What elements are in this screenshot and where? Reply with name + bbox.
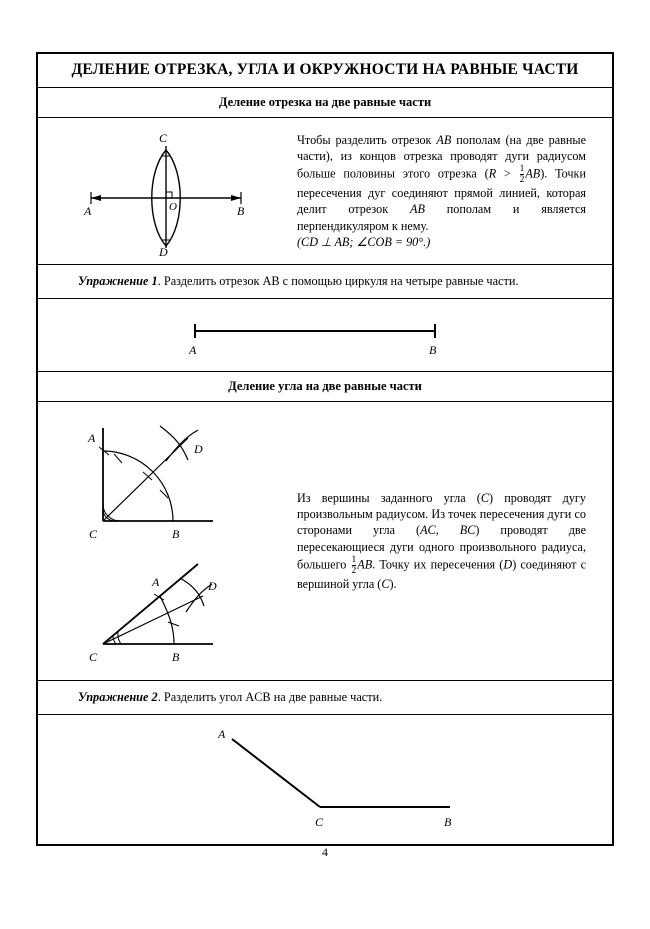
label-o: O: [168, 201, 177, 213]
text-part: пополам (на две равные части), из концов отрезка проводят дуги радиусом больше половины этого отрезка (: [297, 133, 586, 182]
text-part: BC: [459, 523, 476, 538]
segment-ab-drawing: [175, 313, 475, 361]
label-a: A: [88, 431, 96, 445]
text-part: C: [381, 576, 390, 591]
formula-line: (CD ⊥ AB; ∠COB = 90°.): [297, 234, 431, 249]
section-heading-segment: Деление отрезка на две равные части: [38, 88, 612, 118]
figure-exercise-2: [38, 715, 612, 844]
label-a: A: [152, 575, 160, 589]
page-number: 4: [322, 845, 328, 859]
figure-exercise-1: [38, 299, 612, 372]
label-b: B: [172, 650, 180, 664]
text-part: AB: [525, 167, 541, 182]
label-b: B: [429, 343, 437, 357]
section-heading-angle: Деление угла на две равные части: [38, 372, 612, 402]
text-part: C: [480, 491, 489, 506]
text-part: >: [496, 167, 519, 182]
worksheet-page: [36, 52, 614, 846]
text-part: ).: [389, 576, 397, 591]
label-d: D: [208, 579, 217, 593]
text-part: R: [488, 167, 497, 182]
label-a: A: [218, 729, 226, 741]
text-part: Из вершины заданного угла (: [297, 491, 481, 506]
section-angle-content: [38, 402, 612, 681]
page-title: ДЕЛЕНИЕ ОТРЕЗКА, УГЛА И ОКРУЖНОСТИ НА РАВНЫЕ ЧАСТИ: [38, 54, 612, 88]
fraction-one-half: $\frac{1}{2}$: [519, 164, 525, 186]
label-c: C: [315, 815, 324, 829]
exercise-1-text: . Разделить отрезок AB с помощью циркуля на четыре равные части.: [157, 274, 519, 288]
label-c: C: [89, 650, 98, 664]
text-part: . Точку их пересечения (: [372, 557, 504, 572]
label-d: D: [158, 245, 168, 256]
exercise-2-label: Упражнение 2: [78, 690, 158, 704]
text-part: D: [503, 557, 513, 572]
text-part: AB: [410, 202, 425, 217]
exercise-2: [38, 681, 612, 715]
exercise-1-label: Упражнение 1: [78, 274, 158, 288]
text-part: Чтобы разделить отрезок: [297, 133, 437, 148]
figure-segment-bisection: [38, 126, 293, 256]
angle-bisection-drawing: [48, 416, 283, 666]
fraction-one-half: $\frac{1}{2}$: [351, 554, 357, 576]
label-a: A: [189, 343, 197, 357]
label-b: B: [172, 527, 180, 541]
section-segment-content: [38, 118, 612, 265]
text-part: AB: [436, 133, 452, 148]
text-part: ) соединяют с вершиной угла (: [297, 557, 586, 591]
text-part: ) проводят две пересекающиеся дуги одного произвольного радиуса, большего: [297, 523, 587, 572]
angle-acb-drawing: [160, 729, 490, 834]
section-angle-text: [293, 490, 612, 591]
text-part: ,: [435, 523, 460, 538]
exercise-2-text: . Разделить угол ACB на две равные части.: [157, 690, 383, 704]
label-d: D: [194, 442, 203, 456]
text-part: AC: [420, 523, 436, 538]
text-part: ). Точки пересечения дуг соединяют прямой линией, которая делит отрезок: [297, 167, 587, 217]
label-c: C: [158, 131, 167, 145]
exercise-1: [38, 265, 612, 299]
angle-figure-top: [87, 426, 213, 541]
label-a: A: [83, 204, 91, 218]
label-c: C: [89, 527, 98, 541]
text-part: пополам и является перпендикуляром к нему.: [297, 202, 586, 233]
angle-figure-bottom: [89, 564, 217, 664]
text-part: ) проводят дугу произвольным радиусом. Из точек пересечения дуги со сторонами угла (: [297, 491, 587, 538]
section-segment-text: [293, 132, 612, 250]
figure-angle-bisection: [38, 410, 293, 672]
segment-bisection-drawing: [51, 126, 281, 256]
label-b: B: [444, 815, 452, 829]
label-b: B: [236, 204, 244, 218]
text-part: AB: [357, 557, 373, 572]
